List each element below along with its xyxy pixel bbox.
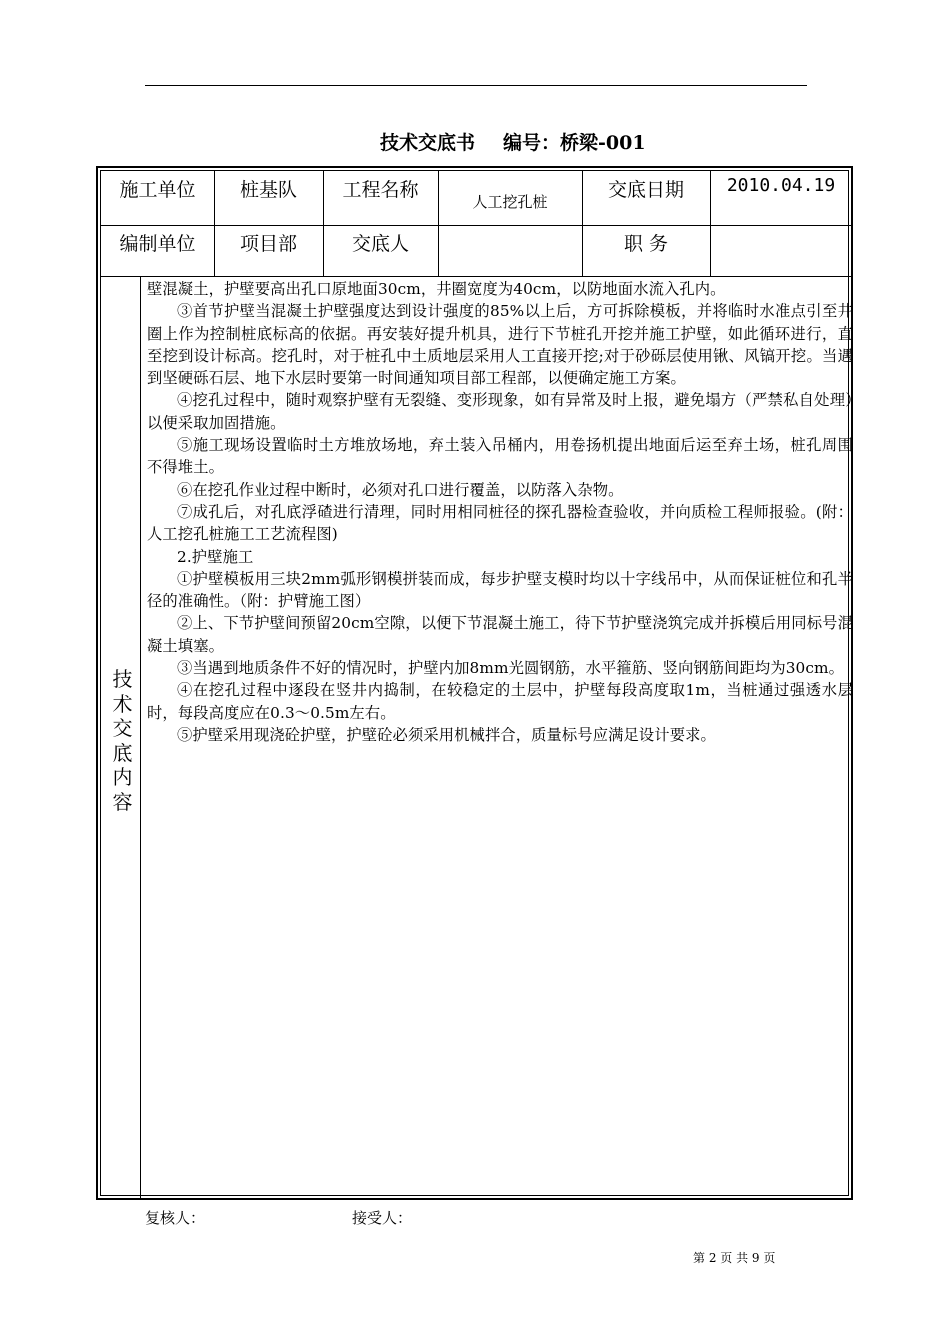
side-char: 技 bbox=[112, 667, 133, 691]
content-paragraph: ③当遇到地质条件不好的情况时，护壁内加8mm光圆钢筋，水平箍筋、竖向钢筋间距均为30cm。 bbox=[177, 659, 845, 678]
value-construction-unit: 桩基队 bbox=[239, 179, 297, 201]
value-disclosure-date: 2010.04.19 bbox=[726, 175, 836, 196]
receiver-label: 接受人： bbox=[352, 1209, 413, 1227]
document-number: 编号：桥梁-001 bbox=[503, 132, 646, 154]
label-compiler-unit: 编制单位 bbox=[119, 233, 196, 255]
value-compiler-unit: 项目部 bbox=[239, 233, 297, 255]
side-char: 容 bbox=[112, 789, 133, 814]
content-paragraph: ⑦成孔后，对孔底浮碴进行清理，同时用相同桩径的探孔器检查验收，并向质检工程师报验。(附：人工挖孔桩施工工艺流程图) bbox=[147, 502, 853, 544]
content-paragraph: ②上、下节护壁间预留20cm空隙，以便下节混凝土施工，待下节护壁浇筑完成并拆模后用同标号混凝土填塞。 bbox=[147, 614, 853, 655]
document-title bbox=[380, 128, 646, 156]
label-presenter: 交底人 bbox=[351, 233, 409, 255]
label-disclosure-date: 交底日期 bbox=[607, 179, 684, 201]
content-paragraph: ⑤施工现场设置临时土方堆放场地，弃土装入吊桶内，用卷扬机提出地面后运至弃土场，桩孔周围不得堆土。 bbox=[147, 436, 853, 477]
label-construction-unit: 施工单位 bbox=[119, 179, 196, 201]
content-paragraph: ④挖孔过程中，随时观察护壁有无裂缝、变形现象，如有异常及时上报，避免塌方（严禁私自处理）以便采取加固措施。 bbox=[147, 391, 853, 432]
content-paragraph: 2.护壁施工 bbox=[177, 547, 254, 566]
header-rule bbox=[145, 85, 807, 86]
content-paragraph: ⑤护壁采用现浇砼护壁，护壁砼必须采用机械拌合，质量标号应满足设计要求。 bbox=[177, 725, 716, 744]
content-paragraph: ①护壁模板用三块2mm弧形钢模拼装而成，每步护壁支模时均以十字线吊中，从而保证桩位和孔半径的准确性。（附：护臂施工图） bbox=[147, 569, 853, 611]
value-project-name: 人工挖孔桩 bbox=[472, 193, 548, 211]
label-position: 职 务 bbox=[623, 233, 669, 255]
side-char: 底 bbox=[112, 740, 133, 765]
row2-divider bbox=[101, 276, 852, 277]
title-text: 技术交底书 bbox=[380, 132, 476, 154]
disclosure-content bbox=[147, 278, 853, 746]
content-paragraph: ⑥在挖孔作业过程中断时，必须对孔口进行覆盖，以防落入杂物。 bbox=[177, 480, 624, 499]
content-paragraph: ④在挖孔过程中逐段在竖井内捣制，在较稳定的土层中，护壁每段高度取1m，当桩通过强透水层时，每段高度应在0.3～0.5m左右。 bbox=[147, 681, 853, 722]
content-side-label bbox=[104, 667, 141, 814]
content-paragraph: ③首节护壁当混凝土护壁强度达到设计强度的85%以上后，方可拆除模板，并将临时水准点引至井圈上作为控制桩底标高的依据。再安装好提升机具，进行下节桩孔开挖并施工护壁，如此循环进行，直至挖到设计标高。挖孔时，对于桩孔中土质地层采用人工直接开挖;对于砂砾层使用锹、风镐开挖。当遇到坚硬砾石层、地下水层时要第一时间通知项目部工程部，以便确定施工方案。 bbox=[147, 302, 853, 388]
side-char: 内 bbox=[112, 765, 133, 789]
label-project-name: 工程名称 bbox=[342, 179, 419, 201]
side-char: 交 bbox=[112, 716, 133, 740]
content-paragraph: 壁混凝土，护壁要高出孔口原地面30cm，井圈宽度为40cm，以防地面水流入孔内。 bbox=[147, 280, 726, 298]
col-divider-3 bbox=[438, 171, 439, 276]
page-number: 第 2 页 共 9 页 bbox=[693, 1251, 776, 1265]
side-char: 术 bbox=[112, 691, 133, 716]
reviewer-label: 复核人： bbox=[145, 1209, 206, 1227]
disclosure-table bbox=[96, 166, 853, 1200]
